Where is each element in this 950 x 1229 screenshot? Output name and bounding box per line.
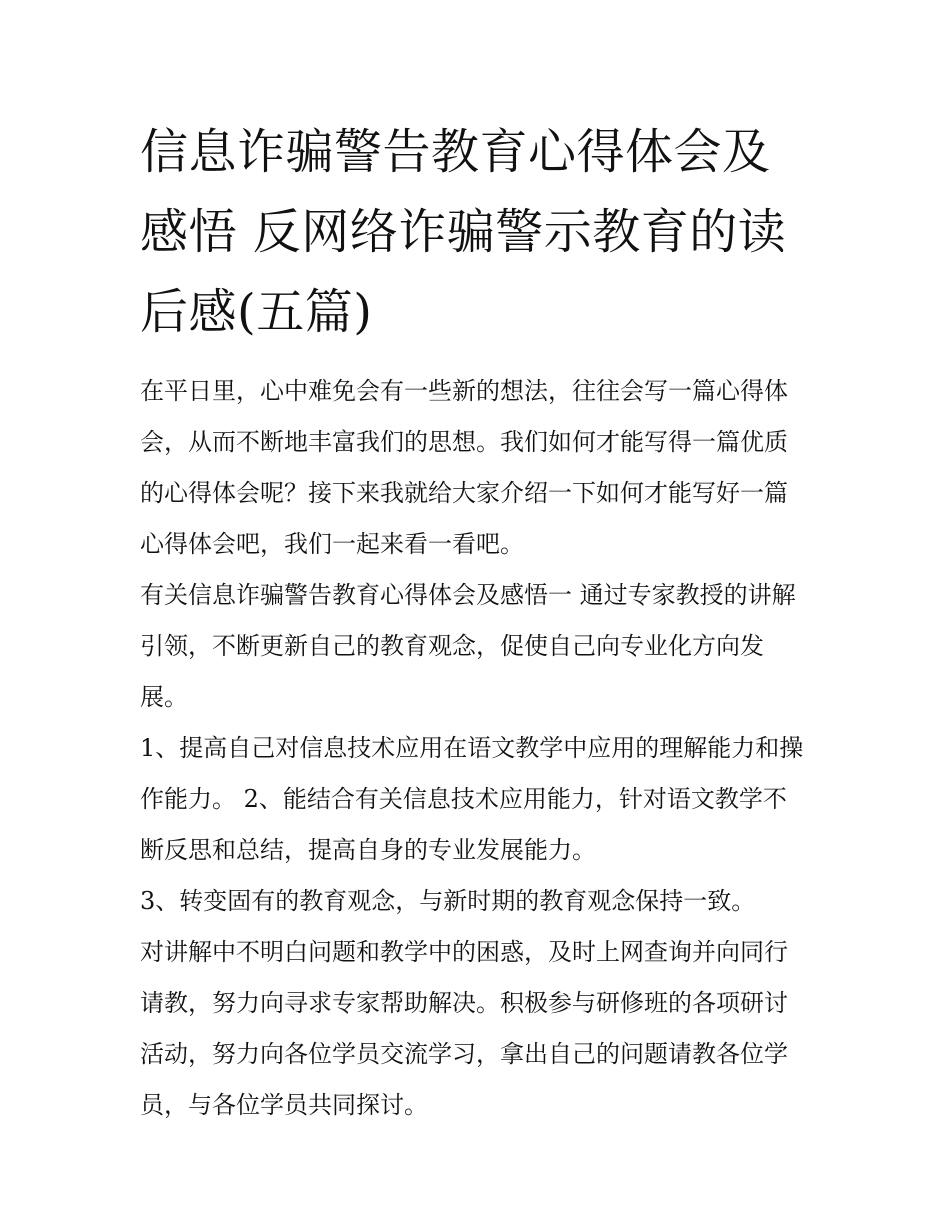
paragraph-point-three: 3、转变固有的教育观念，与新时期的教育观念保持一致。 xyxy=(140,887,756,915)
paragraph-points-one-two: 1、提高自己对信息技术应用在语文教学中应用的理解能力和操作能力。 2、能结合有关信息技术应用能力，针对语文教学不断反思和总结，提高自身的专业发展能力。 xyxy=(140,734,804,864)
paragraph-intro: 在平日里，心中难免会有一些新的想法，往往会写一篇心得体会，从而不断地丰富我们的思想。我们如何才能写得一篇优质的心得体会呢？接下来我就给大家介绍一下如何才能写好一篇心得体会吧，我们一起来看一看吧。 xyxy=(140,377,788,558)
paragraph-closing: 对讲解中不明白问题和教学中的困惑，及时上网查询并向同行请教，努力向寻求专家帮助解决。积极参与研修班的各项研讨活动，努力向各位学员交流学习，拿出自己的问题请教各位学员，与各位学员共同探讨。 xyxy=(140,938,788,1119)
document-title: 信息诈骗警告教育心得体会及感悟 反网络诈骗警示教育的读后感(五篇) xyxy=(140,124,787,340)
document-page xyxy=(140,112,810,1131)
document-body xyxy=(140,366,810,1131)
paragraph-section-one: 有关信息诈骗警告教育心得体会及感悟一 通过专家教授的讲解引领，不断更新自己的教育观念，促使自己向专业化方向发展。 xyxy=(140,581,796,711)
